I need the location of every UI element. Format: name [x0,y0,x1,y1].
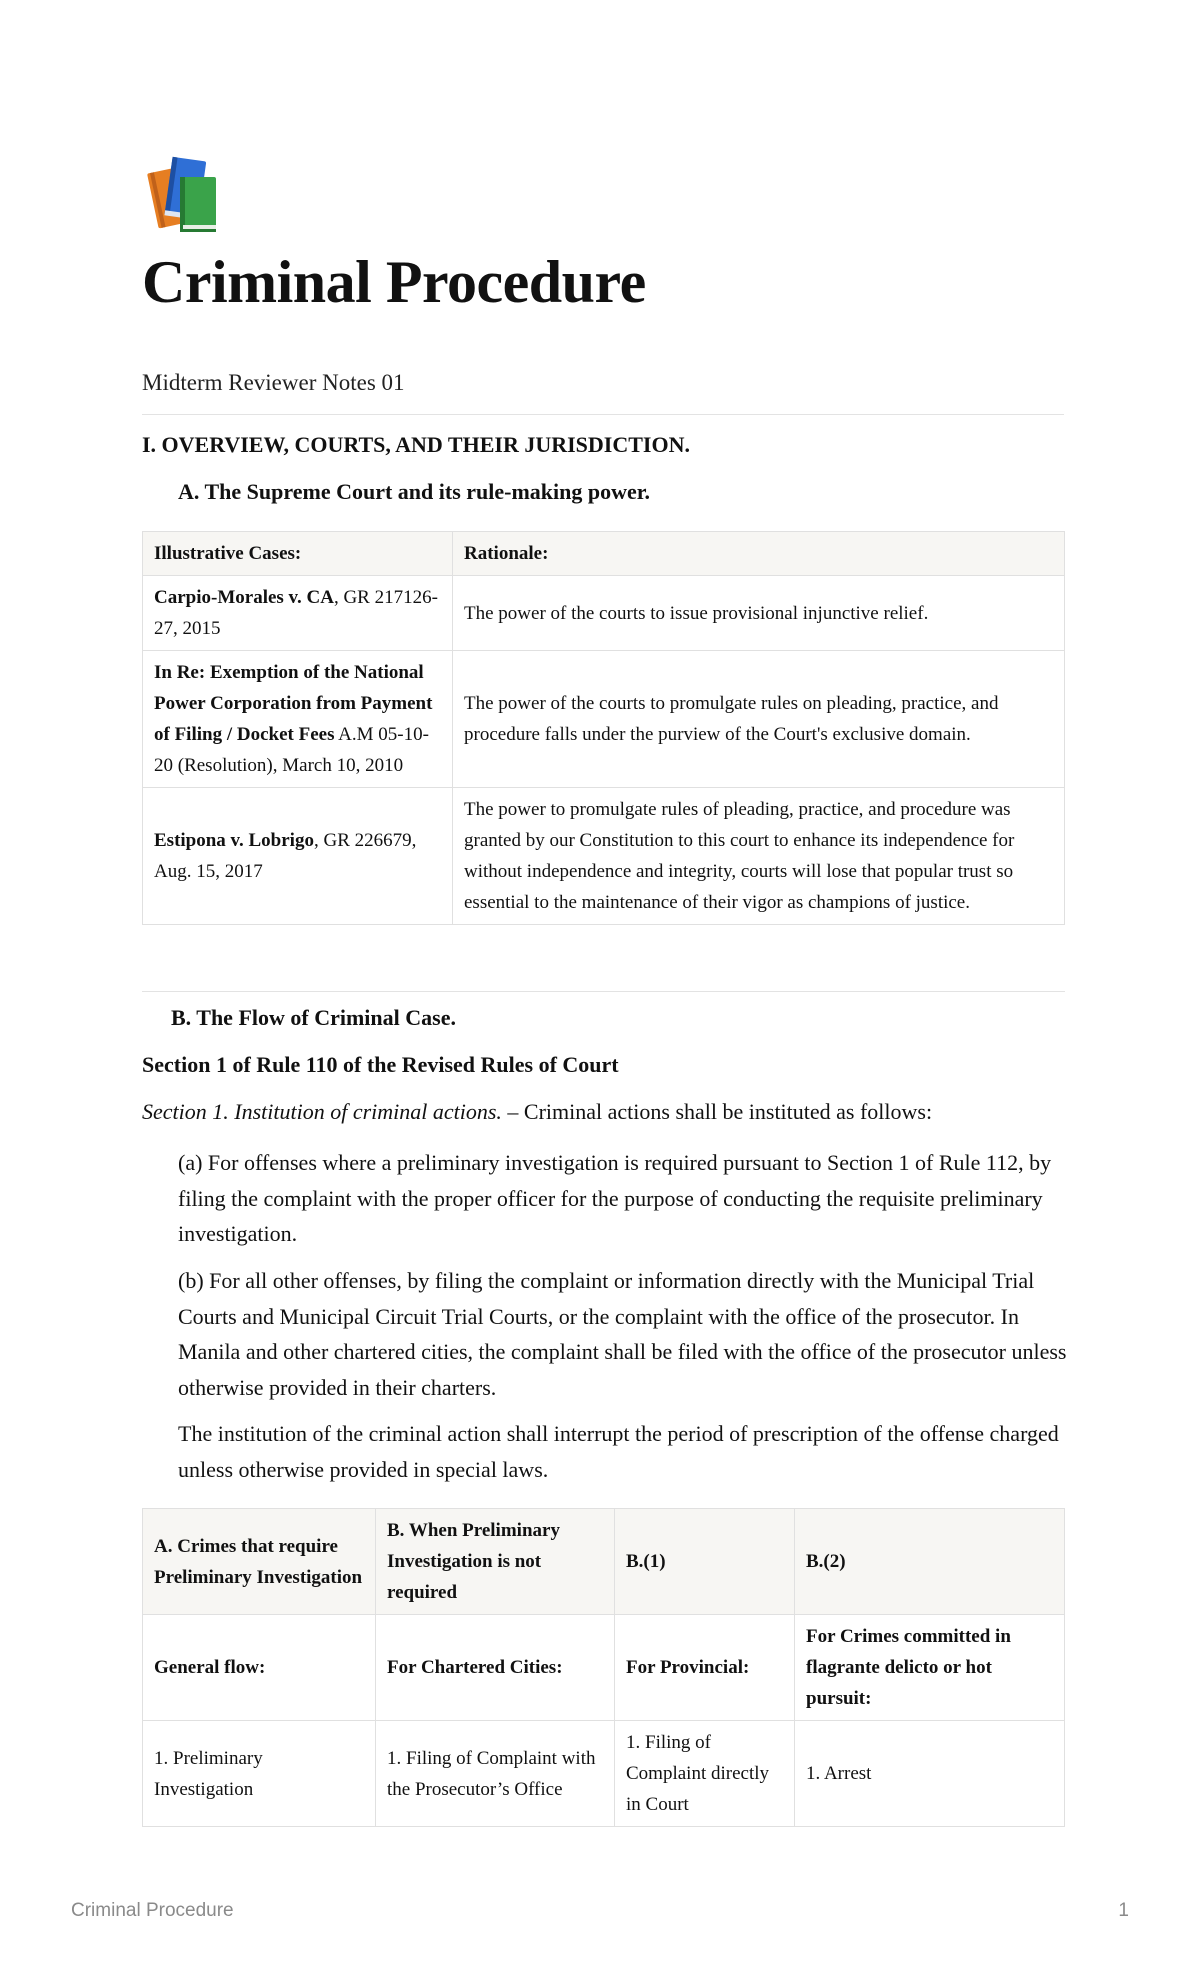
column-header: B.(2) [795,1509,1065,1615]
page-title: Criminal Procedure [142,249,646,315]
rationale-cell: The power to promulgate rules of pleading, practice, and procedure was granted by our Constitution to this court to enhance its independence for without independence and integrity, courts will lose that popular trust so essential to the maintenance of their vigor as champions of justice. [453,788,1065,925]
table-row [143,788,1065,925]
case-name: In Re: Exemption of the National Power Corporation from Payment of Filing / Docket Fees [154,662,433,745]
table-cell: For Provincial: [615,1615,795,1721]
paragraph-b: (b) For all other offenses, by filing the complaint or information directly with the Municipal Trial Courts and Municipal Circuit Trial Courts, or the complaint with the office of the prosecutor. In Manila and other chartered cities, the complaint shall be filed with the office of the prosecutor unless otherwise provided in their charters. [178,1268,1067,1400]
section-1-text: – Criminal actions shall be instituted as follows: [501,1099,933,1124]
divider [142,414,1064,415]
case-cell [143,651,453,788]
rationale-cell: The power of the courts to issue provisional injunctive relief. [453,576,1065,651]
case-citation: , GR 226679, Aug. 15, 2017 [154,830,417,882]
paragraph-a: (a) For offenses where a preliminary investigation is required pursuant to Section 1 of Rule 112, by filing the complaint with the proper officer for the purpose of conducting the requisite preliminary investigation. [178,1150,1052,1246]
divider [142,991,1065,992]
rationale-cell: The power of the courts to promulgate rules on pleading, practice, and procedure falls under the purview of the Court's exclusive domain. [453,651,1065,788]
paragraph-prescription: The institution of the criminal action shall interrupt the period of prescription of the offense charged unless otherwise provided in special laws. [178,1421,1059,1482]
table-header-row [143,532,1065,576]
case-name: Carpio-Morales v. CA [154,587,334,608]
table-row [143,1721,1065,1827]
table-cell: For Crimes committed in flagrante delicto or hot pursuit: [795,1615,1065,1721]
table-cell: 1. Filing of Complaint with the Prosecutor’s Office [376,1721,615,1827]
table-cell: General flow: [143,1615,376,1721]
table-row [143,651,1065,788]
case-citation: , GR 217126-27, 2015 [154,587,438,639]
table-row [143,1615,1065,1721]
page-subtitle: Midterm Reviewer Notes 01 [142,370,405,395]
flow-table [142,1508,1065,1827]
case-cell [143,576,453,651]
books-icon [142,155,228,235]
column-header: A. Crimes that require Preliminary Investigation [143,1509,376,1615]
table-cell: 1. Preliminary Investigation [143,1721,376,1827]
column-header: B. When Preliminary Investigation is not required [376,1509,615,1615]
case-citation: A.M 05-10-20 (Resolution), March 10, 2010 [154,724,429,776]
column-header-cases: Illustrative Cases: [143,532,453,576]
rule-heading: Section 1 of Rule 110 of the Revised Rules of Court [142,1052,619,1077]
column-header: B.(1) [615,1509,795,1615]
section-1-intro [142,1099,932,1125]
section-1-title: Section 1. Institution of criminal actions. [142,1099,502,1124]
table-row [143,576,1065,651]
subsection-heading-A: A. The Supreme Court and its rule-making power. [178,479,651,504]
section-heading-I: I. OVERVIEW, COURTS, AND THEIR JURISDICTION. [142,432,690,457]
table-cell: 1. Arrest [795,1721,1065,1827]
table-header-row [143,1509,1065,1615]
case-name: Estipona v. Lobrigo [154,830,314,851]
footer-document-title: Criminal Procedure [71,1900,234,1921]
cases-table [142,531,1065,925]
case-cell [143,788,453,925]
table-cell: 1. Filing of Complaint directly in Court [615,1721,795,1827]
table-cell: For Chartered Cities: [376,1615,615,1721]
column-header-rationale: Rationale: [453,532,1065,576]
subsection-heading-B: B. The Flow of Criminal Case. [171,1005,456,1030]
footer-page-number: 1 [1118,1900,1129,1921]
